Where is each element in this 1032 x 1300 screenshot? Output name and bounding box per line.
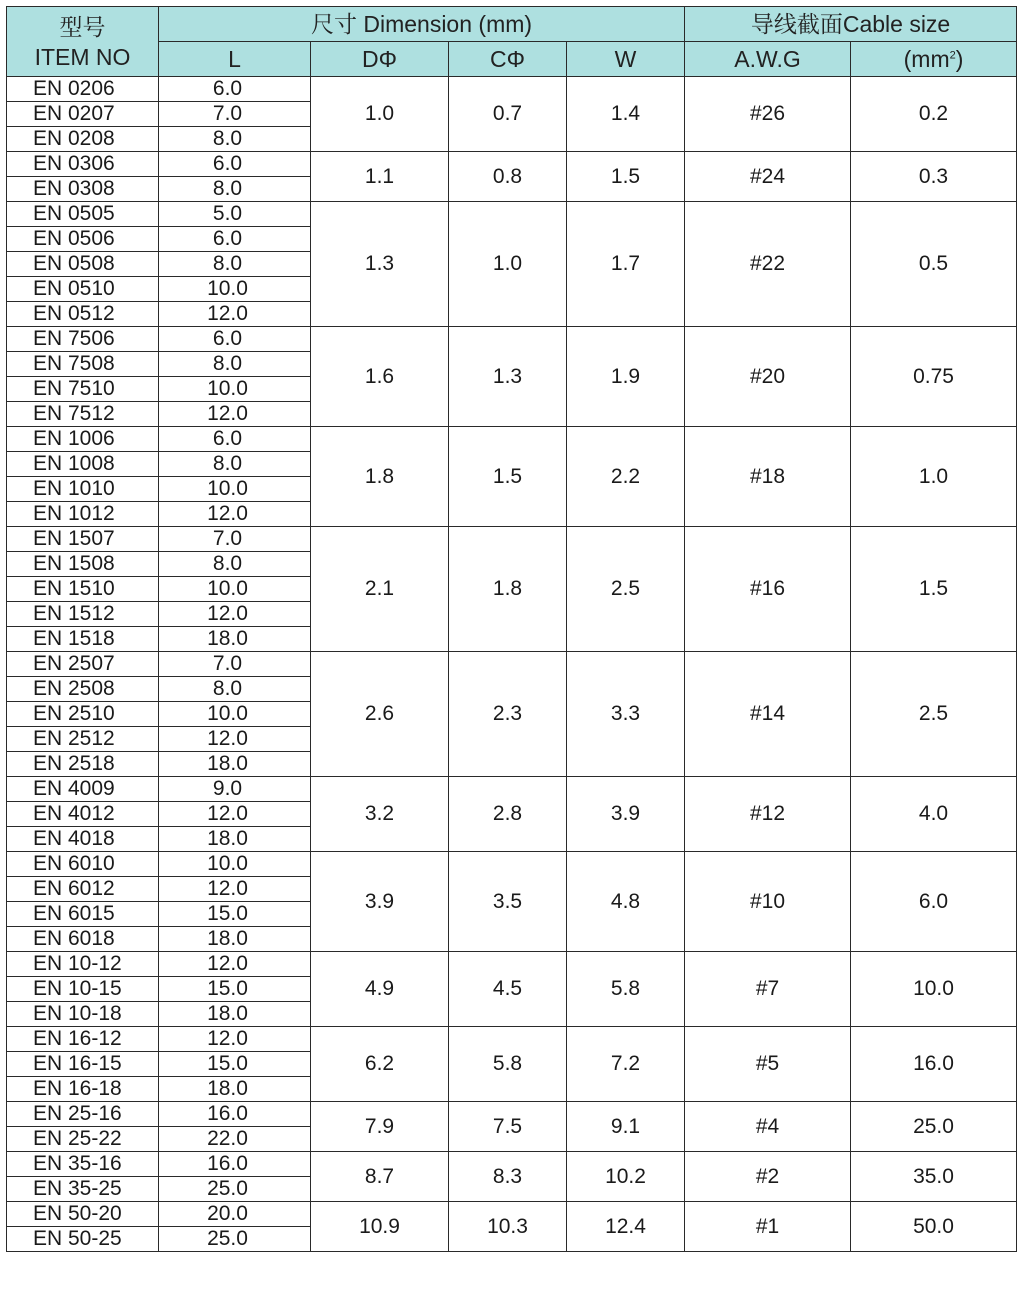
width-cell: 1.4 [567, 77, 685, 152]
item-no-cell: EN 0306 [7, 152, 159, 177]
header-mm2-sup: 2 [949, 49, 956, 62]
item-no-cell: EN 25-16 [7, 1102, 159, 1127]
table-row [7, 77, 1017, 102]
item-no-cell: EN 7510 [7, 377, 159, 402]
item-no-cell: EN 4018 [7, 827, 159, 852]
spec-table [6, 6, 1017, 1252]
item-no-cell: EN 0512 [7, 302, 159, 327]
item-no-cell: EN 7506 [7, 327, 159, 352]
item-no-cell: EN 10-18 [7, 1002, 159, 1027]
table-row [7, 202, 1017, 227]
header-mm2-prefix: (mm [903, 46, 950, 72]
item-no-cell: EN 1512 [7, 602, 159, 627]
length-cell: 12.0 [159, 952, 311, 977]
item-no-cell: EN 7512 [7, 402, 159, 427]
c-diameter-cell: 1.5 [449, 427, 567, 527]
item-no-cell: EN 1012 [7, 502, 159, 527]
length-cell: 6.0 [159, 427, 311, 452]
header-row-1 [7, 7, 1017, 42]
length-cell: 10.0 [159, 702, 311, 727]
length-cell: 12.0 [159, 502, 311, 527]
length-cell: 20.0 [159, 1202, 311, 1227]
item-no-cell: EN 10-12 [7, 952, 159, 977]
item-no-cell: EN 0308 [7, 177, 159, 202]
length-cell: 7.0 [159, 527, 311, 552]
c-diameter-cell: 2.8 [449, 777, 567, 852]
length-cell: 12.0 [159, 302, 311, 327]
c-diameter-cell: 5.8 [449, 1027, 567, 1102]
cable-mm2-cell: 50.0 [851, 1202, 1017, 1252]
length-cell: 16.0 [159, 1152, 311, 1177]
length-cell: 6.0 [159, 152, 311, 177]
awg-cell: #7 [685, 952, 851, 1027]
width-cell: 3.3 [567, 652, 685, 777]
length-cell: 8.0 [159, 452, 311, 477]
item-no-cell: EN 1507 [7, 527, 159, 552]
item-no-cell: EN 1010 [7, 477, 159, 502]
length-cell: 18.0 [159, 1077, 311, 1102]
cable-mm2-cell: 0.3 [851, 152, 1017, 202]
length-cell: 12.0 [159, 602, 311, 627]
d-diameter-cell: 7.9 [311, 1102, 449, 1152]
length-cell: 12.0 [159, 877, 311, 902]
header-c: CΦ [449, 42, 567, 77]
length-cell: 10.0 [159, 577, 311, 602]
cable-mm2-cell: 16.0 [851, 1027, 1017, 1102]
table-row [7, 527, 1017, 552]
length-cell: 8.0 [159, 352, 311, 377]
item-no-cell: EN 1510 [7, 577, 159, 602]
length-cell: 22.0 [159, 1127, 311, 1152]
length-cell: 18.0 [159, 827, 311, 852]
length-cell: 8.0 [159, 177, 311, 202]
length-cell: 8.0 [159, 677, 311, 702]
header-d: DΦ [311, 42, 449, 77]
length-cell: 18.0 [159, 752, 311, 777]
c-diameter-cell: 8.3 [449, 1152, 567, 1202]
table-row [7, 1102, 1017, 1127]
item-no-cell: EN 0208 [7, 127, 159, 152]
width-cell: 7.2 [567, 1027, 685, 1102]
awg-cell: #18 [685, 427, 851, 527]
length-cell: 12.0 [159, 727, 311, 752]
cable-mm2-cell: 0.75 [851, 327, 1017, 427]
width-cell: 2.5 [567, 527, 685, 652]
length-cell: 7.0 [159, 102, 311, 127]
item-no-cell: EN 0510 [7, 277, 159, 302]
item-no-cell: EN 25-22 [7, 1127, 159, 1152]
length-cell: 15.0 [159, 977, 311, 1002]
awg-cell: #1 [685, 1202, 851, 1252]
cable-mm2-cell: 6.0 [851, 852, 1017, 952]
item-no-cell: EN 0508 [7, 252, 159, 277]
header-cable-size: 导线截面Cable size [685, 7, 1017, 42]
header-mm2 [851, 42, 1017, 77]
length-cell: 8.0 [159, 252, 311, 277]
item-no-cell: EN 35-16 [7, 1152, 159, 1177]
header-mm2-suffix: ) [955, 46, 964, 72]
length-cell: 18.0 [159, 927, 311, 952]
header-item-en: ITEM NO [34, 43, 131, 70]
table-row [7, 852, 1017, 877]
item-no-cell: EN 1508 [7, 552, 159, 577]
item-no-cell: EN 16-12 [7, 1027, 159, 1052]
cable-mm2-cell: 0.2 [851, 77, 1017, 152]
awg-cell: #24 [685, 152, 851, 202]
length-cell: 10.0 [159, 377, 311, 402]
cable-mm2-cell: 0.5 [851, 202, 1017, 327]
awg-cell: #4 [685, 1102, 851, 1152]
d-diameter-cell: 6.2 [311, 1027, 449, 1102]
length-cell: 12.0 [159, 402, 311, 427]
d-diameter-cell: 3.9 [311, 852, 449, 952]
table-row [7, 1152, 1017, 1177]
length-cell: 12.0 [159, 1027, 311, 1052]
width-cell: 9.1 [567, 1102, 685, 1152]
header-w: W [567, 42, 685, 77]
header-awg: A.W.G [685, 42, 851, 77]
awg-cell: #14 [685, 652, 851, 777]
width-cell: 10.2 [567, 1152, 685, 1202]
item-no-cell: EN 50-25 [7, 1227, 159, 1252]
d-diameter-cell: 1.1 [311, 152, 449, 202]
item-no-cell: EN 50-20 [7, 1202, 159, 1227]
item-no-cell: EN 6015 [7, 902, 159, 927]
item-no-cell: EN 2508 [7, 677, 159, 702]
length-cell: 6.0 [159, 77, 311, 102]
awg-cell: #22 [685, 202, 851, 327]
c-diameter-cell: 3.5 [449, 852, 567, 952]
d-diameter-cell: 1.8 [311, 427, 449, 527]
cable-mm2-cell: 2.5 [851, 652, 1017, 777]
width-cell: 2.2 [567, 427, 685, 527]
item-no-cell: EN 1006 [7, 427, 159, 452]
item-no-cell: EN 2512 [7, 727, 159, 752]
c-diameter-cell: 1.0 [449, 202, 567, 327]
header-item-no [7, 7, 159, 77]
table-row [7, 1027, 1017, 1052]
awg-cell: #26 [685, 77, 851, 152]
length-cell: 25.0 [159, 1227, 311, 1252]
d-diameter-cell: 10.9 [311, 1202, 449, 1252]
c-diameter-cell: 2.3 [449, 652, 567, 777]
cable-mm2-cell: 10.0 [851, 952, 1017, 1027]
length-cell: 25.0 [159, 1177, 311, 1202]
length-cell: 6.0 [159, 327, 311, 352]
length-cell: 9.0 [159, 777, 311, 802]
awg-cell: #2 [685, 1152, 851, 1202]
table-row [7, 652, 1017, 677]
table-row [7, 152, 1017, 177]
d-diameter-cell: 1.3 [311, 202, 449, 327]
item-no-cell: EN 16-15 [7, 1052, 159, 1077]
item-no-cell: EN 6012 [7, 877, 159, 902]
length-cell: 16.0 [159, 1102, 311, 1127]
cable-mm2-cell: 4.0 [851, 777, 1017, 852]
header-l: L [159, 42, 311, 77]
width-cell: 1.5 [567, 152, 685, 202]
d-diameter-cell: 1.6 [311, 327, 449, 427]
item-no-cell: EN 0207 [7, 102, 159, 127]
d-diameter-cell: 1.0 [311, 77, 449, 152]
length-cell: 10.0 [159, 277, 311, 302]
c-diameter-cell: 10.3 [449, 1202, 567, 1252]
width-cell: 5.8 [567, 952, 685, 1027]
c-diameter-cell: 7.5 [449, 1102, 567, 1152]
item-no-cell: EN 2510 [7, 702, 159, 727]
spec-body [7, 77, 1017, 1252]
table-row [7, 952, 1017, 977]
item-no-cell: EN 0506 [7, 227, 159, 252]
item-no-cell: EN 2518 [7, 752, 159, 777]
item-no-cell: EN 1008 [7, 452, 159, 477]
d-diameter-cell: 3.2 [311, 777, 449, 852]
item-no-cell: EN 6018 [7, 927, 159, 952]
length-cell: 15.0 [159, 1052, 311, 1077]
cable-mm2-cell: 1.5 [851, 527, 1017, 652]
d-diameter-cell: 4.9 [311, 952, 449, 1027]
table-row [7, 327, 1017, 352]
length-cell: 10.0 [159, 852, 311, 877]
d-diameter-cell: 2.6 [311, 652, 449, 777]
table-row [7, 777, 1017, 802]
length-cell: 12.0 [159, 802, 311, 827]
length-cell: 8.0 [159, 127, 311, 152]
table-row [7, 1202, 1017, 1227]
awg-cell: #12 [685, 777, 851, 852]
d-diameter-cell: 8.7 [311, 1152, 449, 1202]
header-item-cn: 型号 [59, 13, 106, 40]
item-no-cell: EN 6010 [7, 852, 159, 877]
cable-mm2-cell: 25.0 [851, 1102, 1017, 1152]
item-no-cell: EN 4012 [7, 802, 159, 827]
c-diameter-cell: 1.3 [449, 327, 567, 427]
width-cell: 1.9 [567, 327, 685, 427]
c-diameter-cell: 0.8 [449, 152, 567, 202]
c-diameter-cell: 0.7 [449, 77, 567, 152]
width-cell: 12.4 [567, 1202, 685, 1252]
item-no-cell: EN 7508 [7, 352, 159, 377]
length-cell: 18.0 [159, 627, 311, 652]
awg-cell: #5 [685, 1027, 851, 1102]
length-cell: 6.0 [159, 227, 311, 252]
width-cell: 3.9 [567, 777, 685, 852]
item-no-cell: EN 1518 [7, 627, 159, 652]
cable-mm2-cell: 1.0 [851, 427, 1017, 527]
c-diameter-cell: 1.8 [449, 527, 567, 652]
awg-cell: #10 [685, 852, 851, 952]
width-cell: 4.8 [567, 852, 685, 952]
length-cell: 15.0 [159, 902, 311, 927]
table-row [7, 427, 1017, 452]
header-dimension: 尺寸 Dimension (mm) [159, 7, 685, 42]
c-diameter-cell: 4.5 [449, 952, 567, 1027]
item-no-cell: EN 0206 [7, 77, 159, 102]
cable-mm2-cell: 35.0 [851, 1152, 1017, 1202]
length-cell: 8.0 [159, 552, 311, 577]
length-cell: 5.0 [159, 202, 311, 227]
awg-cell: #16 [685, 527, 851, 652]
item-no-cell: EN 4009 [7, 777, 159, 802]
header-row-2 [7, 42, 1017, 77]
item-no-cell: EN 16-18 [7, 1077, 159, 1102]
length-cell: 18.0 [159, 1002, 311, 1027]
width-cell: 1.7 [567, 202, 685, 327]
item-no-cell: EN 35-25 [7, 1177, 159, 1202]
item-no-cell: EN 2507 [7, 652, 159, 677]
item-no-cell: EN 0505 [7, 202, 159, 227]
length-cell: 7.0 [159, 652, 311, 677]
length-cell: 10.0 [159, 477, 311, 502]
d-diameter-cell: 2.1 [311, 527, 449, 652]
awg-cell: #20 [685, 327, 851, 427]
item-no-cell: EN 10-15 [7, 977, 159, 1002]
